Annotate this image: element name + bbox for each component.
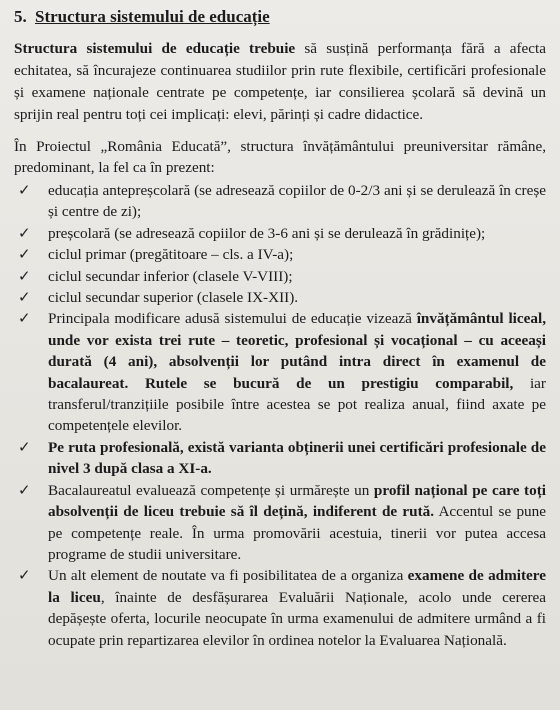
section-number: 5. xyxy=(14,7,27,26)
check-icon: ✓ xyxy=(18,568,31,585)
intro-text: să susțină performanța fără a afecta echitatea, să încurajeze continuarea studiilor prin rute flexibile, certificări profesionale și examene naționale centrate pe competențe, iar consilierea școlară să devină un sprijin real pentru toți cei implicați: elevi, părinți și cadre didactice. xyxy=(14,40,546,123)
check-icon: ✓ xyxy=(18,183,31,199)
list-item: ✓ Pe ruta profesională, există varianta obținerii unei certificări profesionale de nivel 3 după clasa a XI-a. xyxy=(18,438,546,478)
check-icon: ✓ xyxy=(18,439,31,456)
check-icon: ✓ xyxy=(18,311,31,328)
list-item: ✓ Un alt element de noutate va fi posibilitatea de a organiza examene de admitere la liceu, înainte de desfășurarea Evaluării Naționale, acolo unde cererea depășește oferta, locurile neocupate în urma examenului de admitere urmând a fi ocupate prin repartizarea elevilor în ordinea notelor la Evaluarea Națională. xyxy=(18,567,546,649)
list-item: ✓ ciclul secundar inferior (clasele V-VIII); xyxy=(18,267,293,285)
list-item: ✓ preșcolară (se adresează copiilor de 3-6 ani și se derulează în grădinițe); xyxy=(18,224,486,242)
intro-paragraph xyxy=(14,38,546,126)
check-icon: ✓ xyxy=(18,225,31,242)
section-title: Structura sistemului de educație xyxy=(35,7,270,26)
intro-bold-text: Structura sistemului de educație trebuie xyxy=(14,40,296,57)
check-icon: ✓ xyxy=(18,482,31,499)
section-heading xyxy=(14,6,546,28)
structure-list xyxy=(14,180,546,651)
list-item: ✓ ciclul primar (pregătitoare – cls. a IV-a); xyxy=(18,246,294,264)
lead-paragraph: În Proiectul „România Educată”, structura învățământului preuniversitar rămâne, predominant, la fel ca în prezent: xyxy=(14,138,546,176)
check-icon: ✓ xyxy=(18,290,31,307)
check-icon: ✓ xyxy=(18,268,31,285)
list-item: ✓ educația antepreșcolară (se adresează copiilor de 0-2/3 ani și se derulează în creșe și centre de zi); xyxy=(18,182,546,221)
list-item: ✓ Principala modificare adusă sistemului de educație vizează învățământul liceal, unde vor exista trei rute – teoretic, profesional și vocațional – cu aceeași durată (4 ani), absolvenții lor putând intra direct în examenul de bacalaureat. Rutele se bucură de un prestigiu comparabil, iar transferul/tranzițiile posibile între acestea se pot realiza anual, fiind axate pe competențele elevilor. xyxy=(18,310,546,435)
check-icon: ✓ xyxy=(18,247,31,264)
list-item: ✓ ciclul secundar superior (clasele IX-XII). xyxy=(18,289,299,307)
list-item: ✓ Bacalaureatul evaluează competențe și urmărește un profil național pe care toți absolvenții de liceu trebuie să îl dețină, indiferent de rută. Accentul se pune pe competențe reale. În urma promovării acestuia, tinerii vor putea accesa programe de studii universitare. xyxy=(18,481,546,563)
